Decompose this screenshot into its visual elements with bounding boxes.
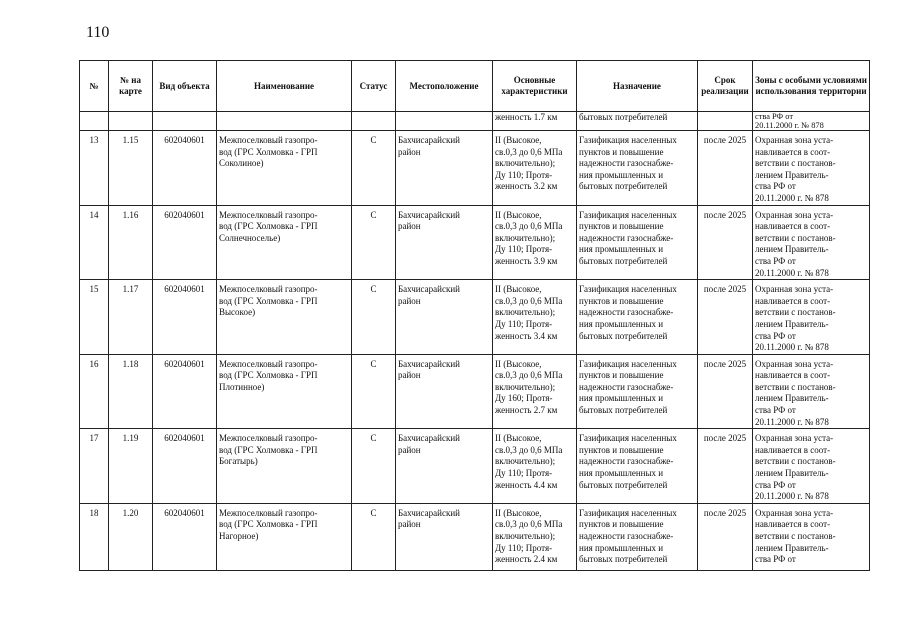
- cell-num: 16: [80, 354, 109, 429]
- cell-map-num: 1.18: [109, 354, 153, 429]
- cell-zone: ства РФ от 20.11.2000 г. № 878: [753, 112, 870, 131]
- cell-purpose: Газификация населенных пунктов и повышение надежности газоснабже- ния промышленных и бытовых потребителей: [577, 205, 698, 280]
- cell-num: 14: [80, 205, 109, 280]
- cell-status: С: [352, 354, 396, 429]
- cell-status: С: [352, 280, 396, 355]
- cell-name: [217, 112, 352, 131]
- header-zones: Зоны с особыми условиями использования территории: [753, 61, 870, 112]
- cell-num: 17: [80, 429, 109, 504]
- cell-object-type: 602040601: [153, 131, 217, 206]
- header-map-num: № на карте: [109, 61, 153, 112]
- cell-name: Межпоселковый газопро- вод (ГРС Холмовка - ГРП Плотинное): [217, 354, 352, 429]
- cell-object-type: [153, 112, 217, 131]
- cell-num: [80, 112, 109, 131]
- header-object-type: Вид объекта: [153, 61, 217, 112]
- cell-name: Межпоселковый газопро- вод (ГРС Холмовка - ГРП Солнечноселье): [217, 205, 352, 280]
- cell-term: после 2025: [698, 429, 753, 504]
- table-row: [80, 429, 870, 504]
- header-status: Статус: [352, 61, 396, 112]
- cell-location: [396, 112, 493, 131]
- cell-object-type: 602040601: [153, 354, 217, 429]
- cell-map-num: [109, 112, 153, 131]
- cell-purpose: Газификация населенных пунктов и повышение надежности газоснабже- ния промышленных и бытовых потребителей: [577, 354, 698, 429]
- cell-location: Бахчисарайский район: [396, 354, 493, 429]
- header-location: Местоположение: [396, 61, 493, 112]
- cell-object-type: 602040601: [153, 503, 217, 570]
- cell-status: С: [352, 205, 396, 280]
- cell-characteristics: II (Высокое, св.0,3 до 0,6 МПа включительно); Ду 110; Протя- женность 3.9 км: [493, 205, 577, 280]
- objects-table: [79, 60, 870, 571]
- cell-num: 18: [80, 503, 109, 570]
- header-num: №: [80, 61, 109, 112]
- cell-zone: Охранная зона уста- навливается в соот- ветствии с постанов- лением Правитель- ства РФ от: [753, 503, 870, 570]
- cell-name: Межпоселковый газопро- вод (ГРС Холмовка - ГРП Богатырь): [217, 429, 352, 504]
- cell-num: 13: [80, 131, 109, 206]
- cell-location: Бахчисарайский район: [396, 429, 493, 504]
- cell-map-num: 1.19: [109, 429, 153, 504]
- cell-status: С: [352, 429, 396, 504]
- table-row: [80, 354, 870, 429]
- cell-location: Бахчисарайский район: [396, 205, 493, 280]
- table-row: [80, 280, 870, 355]
- cell-zone: Охранная зона уста- навливается в соот- ветствии с постанов- лением Правитель- ства РФ от 20.11.2000 г. № 878: [753, 131, 870, 206]
- cell-map-num: 1.15: [109, 131, 153, 206]
- header-characteristics: Основные характеристики: [493, 61, 577, 112]
- cell-map-num: 1.17: [109, 280, 153, 355]
- cell-object-type: 602040601: [153, 205, 217, 280]
- cell-term: после 2025: [698, 503, 753, 570]
- cell-location: Бахчисарайский район: [396, 280, 493, 355]
- cell-characteristics: II (Высокое, св.0,3 до 0,6 МПа включительно); Ду 110; Протя- женность 3.4 км: [493, 280, 577, 355]
- cell-zone: Охранная зона уста- навливается в соот- ветствии с постанов- лением Правитель- ства РФ от 20.11.2000 г. № 878: [753, 429, 870, 504]
- cell-term: после 2025: [698, 354, 753, 429]
- cell-zone: Охранная зона уста- навливается в соот- ветствии с постанов- лением Правитель- ства РФ от 20.11.2000 г. № 878: [753, 280, 870, 355]
- cell-zone: Охранная зона уста- навливается в соот- ветствии с постанов- лением Правитель- ства РФ от 20.11.2000 г. № 878: [753, 354, 870, 429]
- cell-term: после 2025: [698, 131, 753, 206]
- cell-name: Межпоселковый газопро- вод (ГРС Холмовка - ГРП Нагорное): [217, 503, 352, 570]
- cell-object-type: 602040601: [153, 280, 217, 355]
- table-row: [80, 131, 870, 206]
- cell-purpose: Газификация населенных пунктов и повышение надежности газоснабже- ния промышленных и бытовых потребителей: [577, 429, 698, 504]
- cell-location: Бахчисарайский район: [396, 503, 493, 570]
- table-row: [80, 503, 870, 570]
- page-number: 110: [86, 24, 110, 41]
- cell-characteristics: II (Высокое, св.0,3 до 0,6 МПа включительно); Ду 160; Протя- женность 2.7 км: [493, 354, 577, 429]
- header-name: Наименование: [217, 61, 352, 112]
- cell-location: Бахчисарайский район: [396, 131, 493, 206]
- cell-purpose: Газификация населенных пунктов и повышение надежности газоснабже- ния промышленных и бытовых потребителей: [577, 280, 698, 355]
- table-header: [80, 61, 870, 112]
- cell-term: [698, 112, 753, 131]
- cell-name: Межпоселковый газопро- вод (ГРС Холмовка - ГРП Высокое): [217, 280, 352, 355]
- cell-characteristics: II (Высокое, св.0,3 до 0,6 МПа включительно); Ду 110; Протя- женность 3.2 км: [493, 131, 577, 206]
- cell-status: С: [352, 503, 396, 570]
- header-term: Срок реализации: [698, 61, 753, 112]
- cell-zone: Охранная зона уста- навливается в соот- ветствии с постанов- лением Правитель- ства РФ от 20.11.2000 г. № 878: [753, 205, 870, 280]
- cell-object-type: 602040601: [153, 429, 217, 504]
- cell-purpose: Газификация населенных пунктов и повышение надежности газоснабже- ния промышленных и бытовых потребителей: [577, 131, 698, 206]
- cell-term: после 2025: [698, 280, 753, 355]
- cell-num: 15: [80, 280, 109, 355]
- table-body: [80, 112, 870, 571]
- cell-characteristics: II (Высокое, св.0,3 до 0,6 МПа включительно); Ду 110; Протя- женность 2.4 км: [493, 503, 577, 570]
- cell-name: Межпоселковый газопро- вод (ГРС Холмовка - ГРП Соколиное): [217, 131, 352, 206]
- cell-map-num: 1.16: [109, 205, 153, 280]
- cell-term: после 2025: [698, 205, 753, 280]
- cell-characteristics: женность 1.7 км: [493, 112, 577, 131]
- table-row: [80, 205, 870, 280]
- cell-status: [352, 112, 396, 131]
- cell-status: С: [352, 131, 396, 206]
- cell-purpose: бытовых потребителей: [577, 112, 698, 131]
- continuation-row: [80, 112, 870, 131]
- header-purpose: Назначение: [577, 61, 698, 112]
- cell-map-num: 1.20: [109, 503, 153, 570]
- cell-purpose: Газификация населенных пунктов и повышение надежности газоснабже- ния промышленных и бытовых потребителей: [577, 503, 698, 570]
- cell-characteristics: II (Высокое, св.0,3 до 0,6 МПа включительно); Ду 110; Протя- женность 4.4 км: [493, 429, 577, 504]
